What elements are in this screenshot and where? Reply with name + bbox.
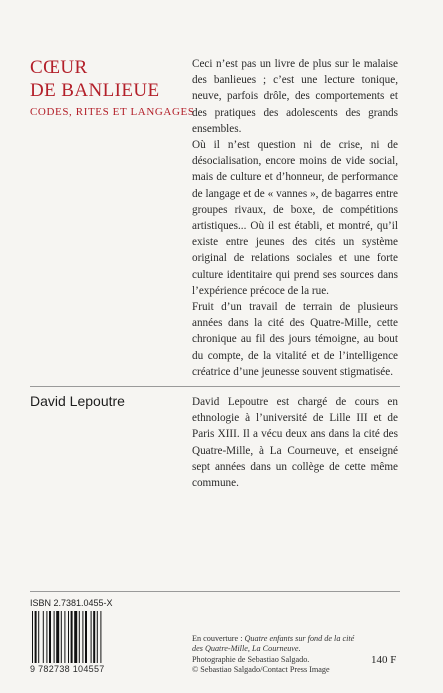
barcode-icon bbox=[30, 611, 130, 663]
isbn: ISBN 2.7381.0455-X bbox=[30, 598, 113, 608]
author-name: David Lepoutre bbox=[30, 393, 125, 409]
blurb-paragraph: Ceci n’est pas un livre de plus sur le malaise des banlieues ; c’est une lecture tonique, neuve, parfois drôle, des comportements et des pratiques des adolescents des grands ensembles. bbox=[192, 58, 398, 135]
blurb-paragraph: Fruit d’un travail de terrain de plusieurs années dans la cité des Quatre-Mille, cette chronique au fil des jours témoigne, au bout du compte, de la vitalité et de l’intelligence créatrice d’une jeunesse souvent stigmatisée. bbox=[192, 301, 398, 378]
blurb-paragraph: Où il n’est question ni de crise, ni de désocialisation, encore moins de vide social, mais de culture et d’honneur, de performance de langage et de « vannes », de bagarres entre groupes rivaux, de boxe, de compétitions artistiques... Où il est établi, et montré, qu’il existe entre jeunes des cités un système original de relations sociales et une forte culture identitaire qui prend ses sources dans l’expérience précoce de la rue. bbox=[192, 139, 398, 297]
title-line-2: DE BANLIEUE bbox=[30, 80, 160, 101]
barcode-number: 9 782738 104557 bbox=[30, 664, 105, 674]
credit-prefix: En couverture : bbox=[192, 634, 245, 643]
credit-photo: Photographie de Sebastiao Salgado. bbox=[192, 654, 310, 664]
credit-caption: Quatre enfants sur fond de la cité des Quatre-Mille, La Courneuve. bbox=[192, 634, 355, 654]
blurb-text bbox=[192, 56, 398, 380]
cover-credit bbox=[192, 634, 362, 676]
book-title bbox=[30, 56, 159, 102]
book-subtitle: CODES, RITES ET LANGAGES bbox=[30, 106, 195, 118]
title-line-1: CŒUR bbox=[30, 57, 88, 78]
credit-copyright: © Sebastiao Salgado/Contact Press Image bbox=[192, 665, 330, 675]
price: 140 F bbox=[371, 654, 397, 666]
divider bbox=[30, 386, 400, 387]
divider bbox=[30, 591, 400, 592]
author-bio: David Lepoutre est chargé de cours en ethnologie à l’université de Lille III et de Paris XIII. Il a vécu deux ans dans la cité des Quatre-Mille, à La Courneuve, et enseigné sept années dans un collège de cette même commune. bbox=[192, 396, 398, 490]
